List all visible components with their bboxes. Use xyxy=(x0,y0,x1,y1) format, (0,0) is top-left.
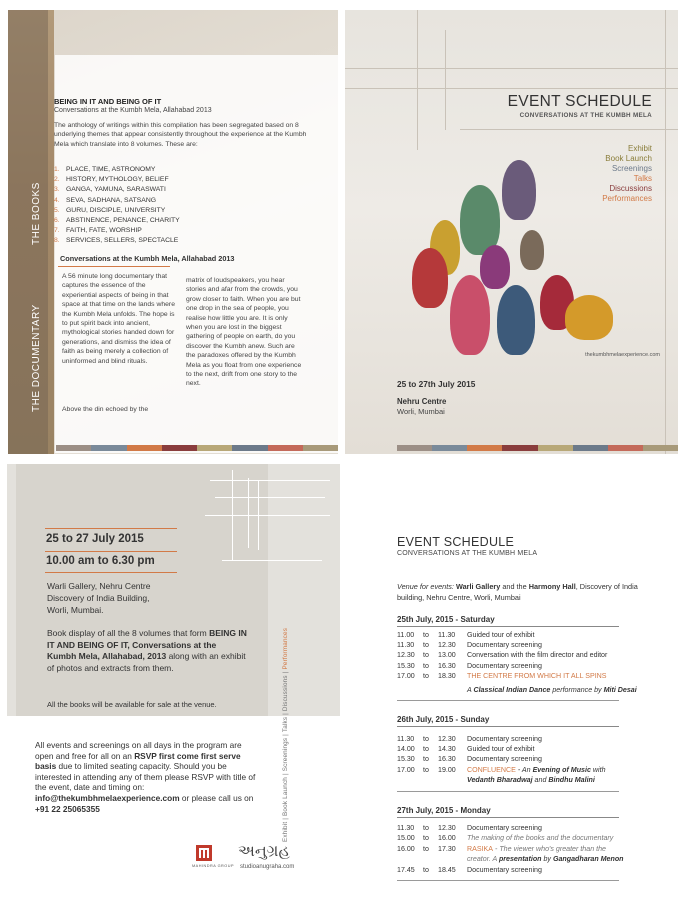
exhibit-hours: 10.00 am to 6.30 pm xyxy=(46,555,155,567)
volume-number: 5. xyxy=(54,206,60,214)
grid-line xyxy=(210,480,330,481)
volume-item xyxy=(54,175,180,185)
color-swatch xyxy=(268,445,303,451)
grid-line xyxy=(417,10,418,150)
rasika-presenter: creator. A presentation by Gangadharan Menon xyxy=(467,855,624,863)
grid-line xyxy=(445,30,446,130)
divider xyxy=(397,791,619,792)
event-schedule-title: EVENT SCHEDULE xyxy=(507,93,652,110)
row-to: to xyxy=(423,824,429,832)
background-photo xyxy=(345,10,678,454)
divider xyxy=(45,528,177,529)
event-dates: 25 to 27th July 2015 xyxy=(397,379,476,389)
row-desc: Guided tour of exhibit xyxy=(467,631,535,639)
label-the-documentary: THE DOCUMENTARY xyxy=(31,304,42,412)
color-swatch xyxy=(397,445,432,451)
row-start: 11.30 xyxy=(397,735,415,743)
row-start: 11.30 xyxy=(397,641,415,650)
divider xyxy=(45,551,177,552)
day3-heading: 27th July, 2015 - Monday xyxy=(397,806,491,815)
volume-label: FAITH, FATE, WORSHIP xyxy=(66,227,142,235)
schedule-subtitle: CONVERSATIONS AT THE KUMBH MELA xyxy=(397,550,538,557)
row-end: 12.30 xyxy=(438,641,456,650)
color-swatch xyxy=(162,445,197,451)
row-desc: The making of the books and the documentary xyxy=(467,834,614,843)
volume-number: 3. xyxy=(54,186,60,194)
sale-note: All the books will be available for sale at the venue. xyxy=(47,700,217,709)
figure xyxy=(502,160,536,220)
figure xyxy=(497,285,535,355)
row-start: 15.30 xyxy=(397,661,415,670)
divider xyxy=(58,266,170,267)
color-swatch xyxy=(56,445,91,451)
row-to: to xyxy=(423,735,429,743)
category-talks: Talks xyxy=(633,174,652,183)
exhibit-address: Warli Gallery, Nehru Centre Discovery of India Building, Worli, Mumbai. xyxy=(47,581,151,616)
grid-line xyxy=(258,480,259,550)
row-desc: Documentary screening xyxy=(467,641,542,650)
volume-label: GURU, DISCIPLE, UNIVERSITY xyxy=(66,206,166,214)
grid-line xyxy=(345,68,678,69)
divider xyxy=(397,626,619,627)
category-discussions: Discussions xyxy=(609,184,652,193)
color-swatch xyxy=(127,445,162,451)
volume-number: 1. xyxy=(54,166,60,173)
volume-label: GANGA, YAMUNA, SARASWATI xyxy=(66,186,166,194)
volume-number: 8. xyxy=(54,237,60,245)
grid-line xyxy=(345,88,678,89)
row-end: 18.30 xyxy=(438,671,456,680)
category-screenings: Screenings xyxy=(611,164,652,173)
documentary-text-col2: matrix of loudspeakers, you hear stories and afar from the crowds, you grow closer to faith. When you are but one drop in the sea of people, you realise how little you are. It is only when you are lost in the biggest gathering of people on earth, do you discover the Kumbh anew. Such are the paradoxes offered by the Kumbh Mela as you float from one experience to the next, drift from one story to the next. xyxy=(186,277,302,388)
figure xyxy=(412,248,448,308)
day1-performance: A Classical Indian Dance performance by Miti Desai xyxy=(467,686,637,694)
book-display-text: Book display of all the 8 volumes that form BEING IN IT AND BEING OF IT, Conversations at the Kumbh Mela, Allahabad, 2013 along with an exhibit of photos and extracts from them. xyxy=(47,628,247,673)
mahindra-logo-text: MAHINDRA GROUP xyxy=(192,864,235,868)
volume-item xyxy=(54,185,180,195)
event-schedule-subtitle: CONVERSATIONS AT THE KUMBH MELA xyxy=(519,112,652,119)
row-to: to xyxy=(423,641,429,650)
volume-label: HISTORY, MYTHOLOGY, BELIEF xyxy=(66,176,169,184)
row-end: 12.30 xyxy=(438,735,456,743)
grid-line xyxy=(222,560,322,561)
day2-performers: Vedanth Bharadwaj and Bindhu Malini xyxy=(467,776,595,784)
anugraha-logo: અનુગ્રહ xyxy=(238,843,290,860)
row-end: 11.30 xyxy=(438,631,456,639)
divider xyxy=(397,880,619,881)
row-to: to xyxy=(423,631,429,639)
row-end: 16.30 xyxy=(438,661,456,670)
volume-label: PLACE, TIME, ASTRONOMY xyxy=(66,166,156,173)
color-swatch xyxy=(467,445,502,451)
color-swatch xyxy=(573,445,608,451)
row-start: 11.30 xyxy=(397,824,415,832)
row-end: 12.30 xyxy=(438,824,456,832)
rsvp-text: All events and screenings on all days in the program are open and free for all on an RSVP first come first serve basis due to limited seating capacity. Should you be interested in attending any of them please RSVP with title of the event, date and timing on: info@thekumbhmelaexperience.com or please call us on +91 22 25065355 xyxy=(35,740,256,814)
color-swatch xyxy=(432,445,467,451)
rsvp-email-link[interactable]: info@thekumbhmelaexperience.com xyxy=(35,792,180,803)
volume-item xyxy=(54,226,180,236)
volume-item xyxy=(54,165,180,175)
row-end: 13.00 xyxy=(438,651,456,660)
volume-item xyxy=(54,196,180,206)
divider xyxy=(45,572,177,573)
books-subtitle: Conversations at the Kumbh Mela, Allahabad 2013 xyxy=(54,107,212,114)
row-start: 15.30 xyxy=(397,755,415,764)
volume-label: SEVA, SADHANA, SATSANG xyxy=(66,196,157,204)
figure xyxy=(520,230,544,270)
color-swatch xyxy=(502,445,537,451)
color-bar xyxy=(56,445,338,451)
volume-number: 4. xyxy=(54,196,60,204)
day1-heading: 25th July, 2015 - Saturday xyxy=(397,615,495,624)
row-to: to xyxy=(423,745,429,754)
figure xyxy=(480,245,510,289)
color-swatch xyxy=(643,445,678,451)
row-to: to xyxy=(423,651,429,660)
row-to: to xyxy=(423,661,429,670)
schedule-cover-panel xyxy=(345,10,678,454)
documentary-text-tail: Above the din echoed by the xyxy=(62,406,149,413)
website-url: thekumbhmelaexperience.com xyxy=(585,352,660,358)
divider xyxy=(397,726,619,727)
category-list xyxy=(602,144,652,204)
row-to: to xyxy=(423,755,429,764)
grid-line xyxy=(205,515,330,516)
figure xyxy=(450,275,490,355)
color-swatch xyxy=(303,445,338,451)
row-desc: Documentary screening xyxy=(467,824,542,832)
volume-item xyxy=(54,216,180,226)
volume-number: 7. xyxy=(54,227,60,235)
venue-name: Nehru Centre xyxy=(397,397,447,406)
volume-label: ABSTINENCE, PENANCE, CHARITY xyxy=(66,217,180,225)
row-end: 14.30 xyxy=(438,745,456,754)
color-swatch xyxy=(538,445,573,451)
row-end: 16.30 xyxy=(438,755,456,764)
color-swatch xyxy=(91,445,126,451)
row-desc: THE CENTRE FROM WHICH IT ALL SPINS xyxy=(467,671,607,680)
row-start: 17.00 xyxy=(397,671,415,680)
category-exhibit: Exhibit xyxy=(627,144,652,153)
volume-item xyxy=(54,236,180,246)
color-swatch xyxy=(232,445,267,451)
row-start: 15.00 xyxy=(397,834,415,843)
grid-line xyxy=(460,129,678,130)
color-bar xyxy=(397,445,678,451)
row-start: 11.00 xyxy=(397,631,415,639)
volume-label: SERVICES, SELLERS, SPECTACLE xyxy=(66,237,179,245)
row-desc: Documentary screening xyxy=(467,661,542,670)
day2-heading: 26th July, 2015 - Sunday xyxy=(397,715,490,724)
grid-line xyxy=(665,10,666,454)
grid-line xyxy=(232,470,233,560)
category-performances: Performances xyxy=(602,194,652,203)
volume-list xyxy=(54,165,180,247)
vertical-category-list: Exhibit | Book Launch | Screenings | Talks | Discussions | Performances xyxy=(282,627,289,842)
category-book-launch: Book Launch xyxy=(605,154,652,163)
volume-number: 2. xyxy=(54,176,60,184)
row-desc: Guided tour of exhibit xyxy=(467,745,535,754)
label-the-books: THE BOOKS xyxy=(31,182,42,245)
venue-line: Venue for events: Warli Gallery and the Harmony Hall, Discovery of India building, Nehru Centre, Worli, Mumbai xyxy=(397,582,638,602)
books-title: BEING IN IT AND BEING OF IT xyxy=(54,97,162,106)
row-end: 16.00 xyxy=(438,834,456,843)
mahindra-logo-icon xyxy=(196,845,212,861)
row-to: to xyxy=(423,671,429,680)
rsvp-phone: +91 22 25065355 xyxy=(35,803,100,814)
vertical-label-band xyxy=(8,10,48,454)
grid-line xyxy=(248,478,249,548)
figure xyxy=(565,295,613,340)
anugraha-website: studioanugraha.com xyxy=(240,864,295,870)
venue-city: Worli, Mumbai xyxy=(397,407,445,416)
divider xyxy=(397,817,619,818)
color-swatch xyxy=(197,445,232,451)
schedule-title: EVENT SCHEDULE xyxy=(397,535,515,549)
books-intro: The anthology of writings within this compilation has been segregated based on 8 underlying themes that appear consistently throughout the experience at the Kumbh Mela which translate into 8 volumes. These are: xyxy=(54,122,307,148)
documentary-title: Conversations at the Kumbh Mela, Allahabad 2013 xyxy=(60,254,235,263)
exhibit-dates: 25 to 27 July 2015 xyxy=(46,533,144,545)
row-to: to xyxy=(423,834,429,843)
row-desc: Conversation with the film director and editor xyxy=(467,651,608,660)
row-start: 14.00 xyxy=(397,745,415,754)
color-swatch xyxy=(608,445,643,451)
row-start: 12.30 xyxy=(397,651,415,660)
row-desc: Documentary screening xyxy=(467,755,542,764)
row-desc: Documentary screening xyxy=(467,735,542,743)
documentary-text-col1: A 56 minute long documentary that captures the essence of the experiential aspects of being in that space at that time on the lands where the Kumbh Mela unfolds. The hope is to put spirit back into ancient, mythological stories handed down for generations, and dismiss the idea of faith as being merely a collection of uninformed and blind rituals. xyxy=(62,273,175,365)
volume-item xyxy=(54,206,180,216)
volume-number: 6. xyxy=(54,217,60,225)
divider xyxy=(397,700,619,701)
